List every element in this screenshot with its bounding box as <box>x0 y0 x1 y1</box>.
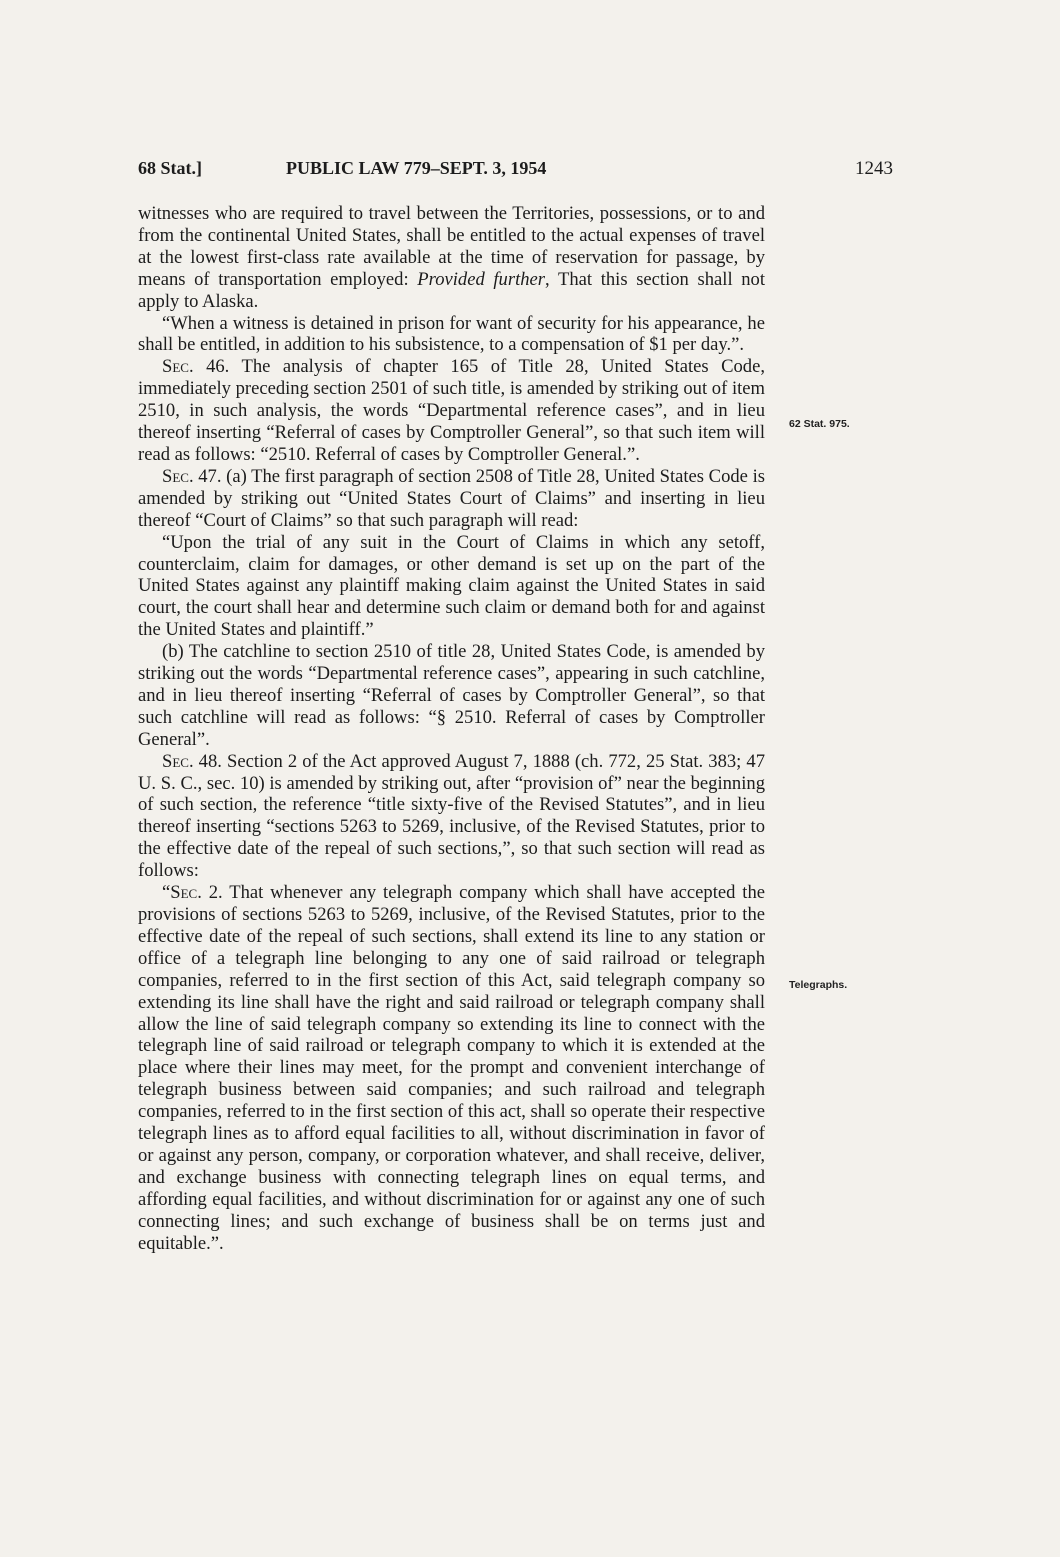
section-label: Sec. 46. <box>162 356 230 378</box>
volume-reference: 68 Stat.] <box>138 158 202 178</box>
paragraph-sec-48: Sec. 48. Section 2 of the Act approved August 7, 1888 (ch. 772, 25 Stat. 383; 47 U. S. C., sec. 10) is amended by striking out, after “provision of” near the beginning of such section, the reference “title sixty-five of the Revised Statutes”, and in lieu thereof inserting “sections 5263 to 5269, inclusive, of the Revised Statutes, prior to the effective date of the repeal of such sections,”, so that such section will read as follows: <box>138 750 766 882</box>
paragraph-quoted-sec-2: “Sec. 2. That whenever any telegraph company which shall have accepted the provisions of sections 5263 to 5269, inclusive, of the Revised Statutes, prior to the effective date of the repeal of such sections, shall extend its line to any station or office of a telegraph line belonging to any one of said railroad or telegraph companies, referred to in the first section of this Act, said telegraph company so extending its line shall have the right and said railroad or telegraph company shall allow the line of said telegraph company so extending its line to connect with the telegraph line of said railroad or telegraph company to which it is extended at the place where their lines may meet, for the prompt and convenient interchange of telegraph business between said companies; and such railroad and telegraph companies, referred to in the first section of this act, shall so operate their respective telegraph lines as to afford equal facilities to all, without discrimination in favor of or against any person, company, or corporation whatever, and shall receive, deliver, and exchange business with connecting telegraph lines on equal terms, and affording equal facilities, and without discrimination for or against any one of such connecting lines; and such exchange of business shall be on terms just and equitable.”. <box>138 882 766 1254</box>
section-label: Sec. 47. <box>162 465 222 487</box>
running-header <box>138 158 893 184</box>
proviso-italic: Provided further <box>417 268 546 290</box>
margin-note-telegraphs: Telegraphs. <box>789 979 848 991</box>
paragraph-sec-46: Sec. 46. The analysis of chapter 165 of Title 28, United States Code, immediately preceding section 2501 of such title, is amended by striking out of item 2510, in such analysis, the words “Departmental reference cases”, and in lieu thereof inserting “Referral of cases by Comptroller General”, so that such item will read as follows: “2510. Referral of cases by Comptroller General.”. <box>138 356 765 465</box>
paragraph-witness-detained: “When a witness is detained in prison for want of security for his appearance, he shall be entitled, in addition to his subsistence, to a compensation of $1 per day.”. <box>138 312 765 356</box>
page-number: 1243 <box>855 158 893 179</box>
paragraph-sec-47b: (b) The catchline to section 2510 of title 28, United States Code, is amended by striking out the words “Departmental reference cases”, appearing in such catchline, and in lieu thereof inserting “Referral of cases by Comptroller General”, so that such catchline will read as follows: “§ 2510. Referral of cases by Comptroller General”. <box>138 641 765 750</box>
paragraph-sec-47a: Sec. 47. (a) The first paragraph of section 2508 of Title 28, United States Code is amended by striking out “United States Court of Claims” and inserting in lieu thereof “Court of Claims” so that such paragraph will read: <box>138 465 765 531</box>
page-title: PUBLIC LAW 779–SEPT. 3, 1954 <box>286 158 547 178</box>
margin-note-citation: 62 Stat. 975. <box>789 418 850 430</box>
law-text <box>138 203 765 1255</box>
paragraph-quoted-court-of-claims: “Upon the trial of any suit in the Court of Claims in which any setoff, counterclaim, claim for damages, or other demand is set up on the part of the United States against any plaintiff making claim against the United States in said court, the court shall hear and determine such claim or demand both for and against the United States and plaintiff.” <box>138 531 765 641</box>
section-label: “Sec. 2. <box>162 882 223 904</box>
section-label: Sec. 48. <box>162 750 222 772</box>
paragraph-continued: witnesses who are required to travel between the Territories, possessions, or to and from the continental United States, shall be entitled to the actual expenses of travel at the lowest first-class rate available at the time of reservation for passage, by means of transportation employed: Provided further, That this section shall not apply to Alaska. <box>138 203 765 312</box>
